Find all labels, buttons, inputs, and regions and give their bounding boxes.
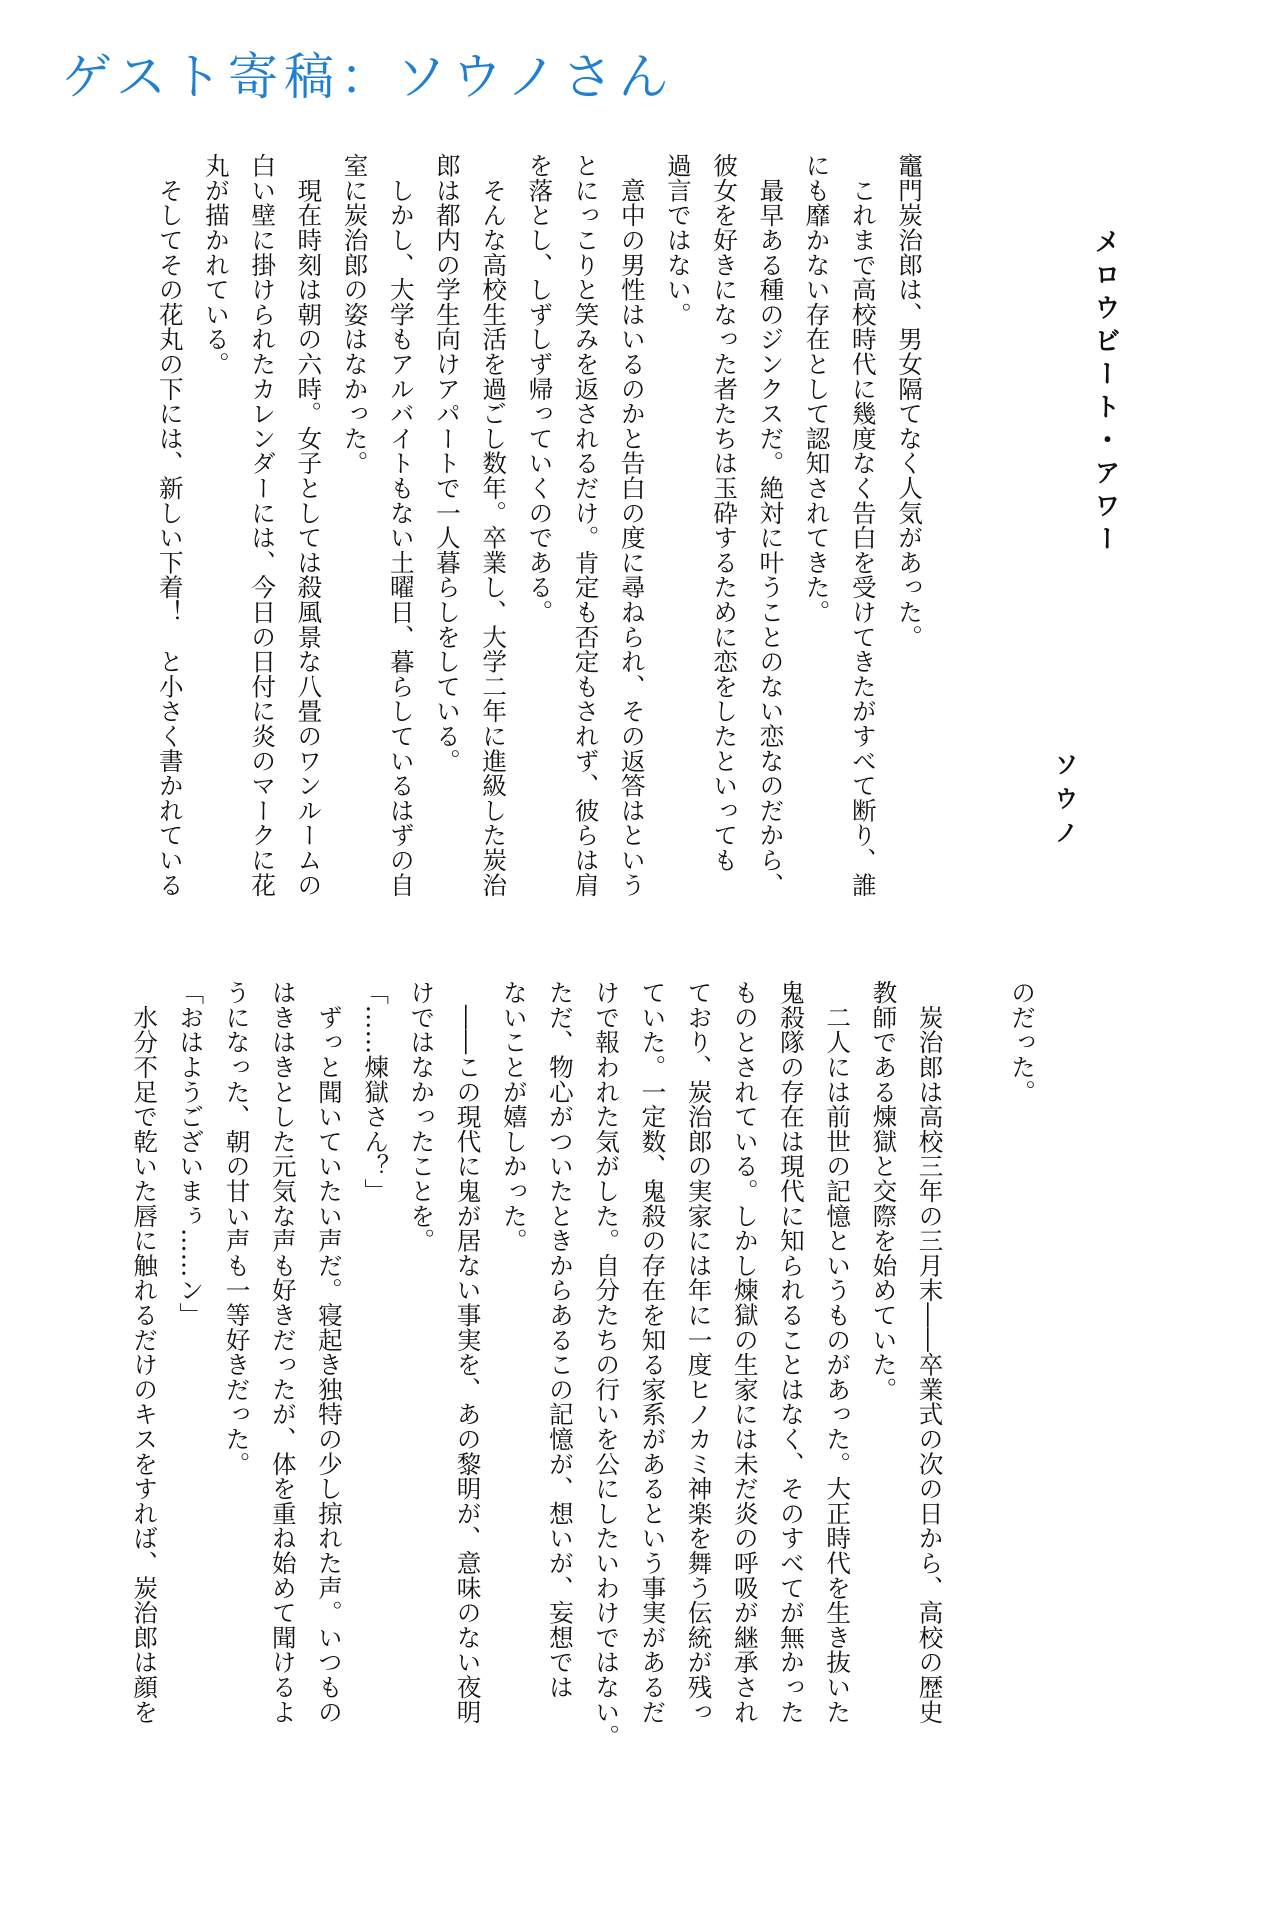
body-line: ずっと聞いていたい声だ。寝起き独特の少し掠れた声。いつもの: [314, 980, 344, 1724]
body-line: ただ、物心がついたときからあるこの記憶が、想いが、妄想では: [545, 980, 575, 1700]
guest-contribution-heading: ゲスト寄稿：ソウノさん: [62, 48, 675, 106]
body-line: 最早ある種のジンクスだ。絶対に叶うことのない恋なのだから、: [756, 153, 786, 897]
body-line: 室に炭治郎の姿はなかった。: [340, 153, 370, 476]
dialogue-line: 「……煉獄さん？」: [361, 980, 391, 1204]
body-line: うになった、朝の甘い声も一等好きだった。: [222, 980, 252, 1476]
body-line: 丸が描かれている。: [201, 153, 231, 377]
body-line: 炭治郎は高校三年の三月末――卒業式の次の日から、高校の歴史: [915, 980, 945, 1724]
body-line: ――この現代に鬼が居ない事実を、あの黎明が、意味のない夜明: [453, 980, 483, 1724]
story-title: メロウビート・アワー: [1090, 228, 1120, 558]
body-line: 水分不足で乾いた唇に触れるだけのキスをすれば、炭治郎は顔を: [130, 980, 160, 1724]
body-line: けで報われた気がした。自分たちの行いを公にしたいわけではない。: [592, 980, 622, 1749]
body-line: そしてその花丸の下には、新しい下着！ と小さく書かれている: [155, 153, 185, 897]
body-line: ていた。一定数、鬼殺の存在を知る家系があるという事実があるだ: [638, 980, 668, 1724]
body-line: とにっこりと笑みを返されるだけ。肯定も否定もされず、彼らは肩: [571, 153, 601, 897]
body-line: にも靡かない存在として認知されてきた。: [802, 153, 832, 625]
body-line: 二人には前世の記憶というものがあった。大正時代を生き抜いた: [823, 980, 853, 1724]
body-text-top-tier: [147, 153, 932, 928]
body-line: ないことが嬉しかった。: [499, 980, 529, 1253]
body-line: ており、炭治郎の実家には年に一度ヒノカミ神楽を舞う伝統が残っ: [684, 980, 714, 1724]
body-line: のだった。: [1008, 980, 1037, 1104]
body-line: はきはきとした元気な声も好きだったが、体を重ね始めて聞けるよ: [268, 980, 298, 1724]
body-line-blank: [953, 980, 999, 1755]
body-line: 現在時刻は朝の六時。女子としては殺風景な八畳のワンルームの: [294, 153, 324, 897]
body-line: ものとされている。しかし煉獄の生家には未だ炎の呼吸が継承され: [730, 980, 760, 1724]
body-line: 過言ではない。: [663, 153, 693, 327]
body-line: けではなかったことを。: [407, 980, 437, 1253]
body-line: これまで高校時代に幾度なく告白を受けてきたがすべて断り、誰: [848, 153, 878, 897]
story-author: ソウノ: [1050, 752, 1078, 854]
body-line: しかし、大学もアルバイトもない土曜日、暮らしているはずの自: [386, 153, 416, 897]
body-line: 竈門炭治郎は、男女隔てなく人気があった。: [895, 153, 924, 649]
body-line: 彼女を好きになった者たちは玉砕するために恋をしたといっても: [710, 153, 740, 873]
body-line: そんな高校生活を過ごし数年。卒業し、大学二年に進級した炭治: [479, 153, 509, 897]
body-line: を落とし、しずしず帰っていくのである。: [525, 153, 555, 625]
body-line: 白い壁に掛けられたカレンダーには、今日の日付に炎のマークに花: [248, 153, 278, 897]
body-text-bottom-tier: [121, 980, 1045, 1755]
dialogue-line: 「おはようございまぅ……ン」: [176, 980, 206, 1328]
body-line: 鬼殺隊の存在は現代に知られることはなく、そのすべてが無かった: [776, 980, 806, 1724]
body-line: 意中の男性はいるのかと告白の度に尋ねられ、その返答はという: [617, 153, 647, 897]
body-line: 教師である煉獄と交際を始めていた。: [869, 980, 899, 1402]
body-line: 郎は都内の学生向けアパートで一人暮らしをしている。: [432, 153, 462, 773]
